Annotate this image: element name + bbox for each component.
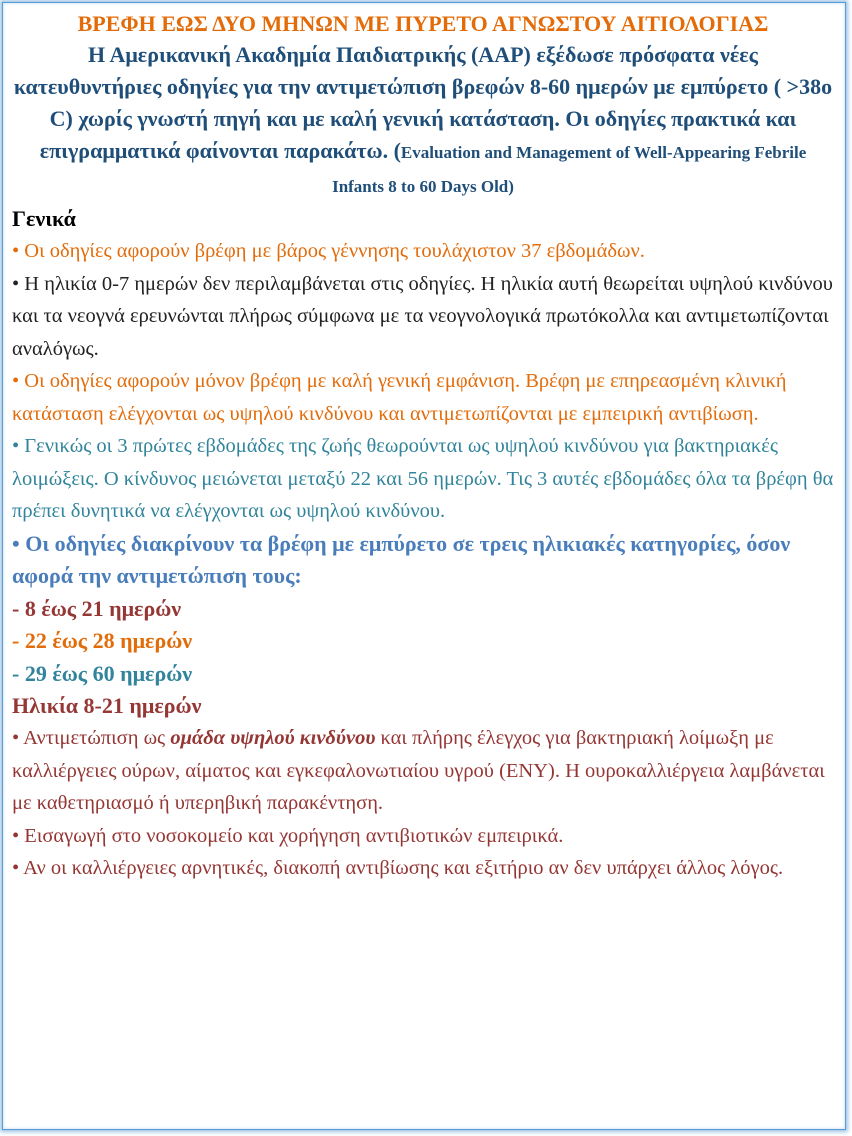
bullet-1-intro: • Αντιμετώπιση ως (12, 727, 171, 749)
general-bullet-1: • Οι οδηγίες αφορούν βρέφη με βάρος γέννησης τουλάχιστον 37 εβδομάδων. (12, 240, 645, 262)
age-category-2: - 22 έως 28 ημερών (12, 628, 193, 653)
intro-english-title: Evaluation and Management of Well-Appearing Febrile Infants 8 to 60 Days Old) (332, 143, 807, 196)
age-category-3: - 29 έως 60 ημερών (12, 660, 193, 686)
general-bullet-3: • Οι οδηγίες αφορούν μόνον βρέφη με καλή γενική εμφάνιση. Βρέφη με επηρεασμένη κλινική κατάσταση ελέγχονται ως υψηλού κινδύνου και αντιμετωπίζονται με εμπειρική αντιβίωση. (12, 370, 787, 425)
general-bullet-5: • Οι οδηγίες διακρίνουν τα βρέφη με εμπύρετο σε τρεις ηλικιακές κατηγορίες, όσον αφορά την αντιμετώπιση τους: (12, 530, 791, 588)
age-8-21-bullet-1 (12, 722, 834, 820)
bullet-1-rest: και πλήρης έλεγχος για βακτηριακή λοίμωξη με καλλιέργειες ούρων, αίματος και εγκεφαλονωτιαίου υγρού (ΕΝΥ). Η ουροκαλλιέργεια λαμβάνεται με καθετηριασμό ή υπερηβική παρακέντηση. (12, 727, 825, 814)
document-title: ΒΡΕΦΗ ΕΩΣ ΔΥΟ ΜΗΝΩΝ ΜΕ ΠΥΡΕΤΟ ΑΓΝΩΣΤΟΥ ΑΙΤΙΟΛΟΓΙΑΣ (77, 11, 769, 36)
high-risk-emphasis: ομάδα υψηλού κινδύνου (170, 727, 376, 749)
general-bullet-4: • Γενικώς οι 3 πρώτες εβδομάδες της ζωής θεωρούνται ως υψηλού κινδύνου για βακτηριακές λοιμώξεις. Ο κίνδυνος μειώνεται μεταξύ 22 και 56 ημερών. Τις 3 αυτές εβδομάδες όλα τα βρέφη θα πρέπει δυνητικά να ελέγχονται ως υψηλού κινδύνου. (12, 435, 834, 522)
document-content (12, 8, 834, 885)
section-heading-age-8-21: Ηλικία 8-21 ημερών (12, 693, 202, 718)
age-category-1: - 8 έως 21 ημερών (12, 595, 182, 621)
intro-text: Η Αμερικανική Ακαδημία Παιδιατρικής (ΑΑΡ) εξέδωσε πρόσφατα νέες κατευθυντήριες οδηγίες για την αντιμετώπιση βρεφών 8-60 ημερών με εμπύρετο ( >38o C) χωρίς γνωστή πηγή και με καλή γενική κατάσταση. Οι οδηγίες πρακτικά και επιγραμματικά φαίνονται παρακάτω. ( (13, 42, 833, 163)
intro-paragraph (12, 39, 834, 203)
section-heading-general: Γενικά (12, 206, 76, 231)
age-8-21-bullet-2: • Εισαγωγή στο νοσοκομείο και χορήγηση αντιβιοτικών εμπειρικά. (12, 824, 564, 847)
age-8-21-bullet-3: • Αν οι καλλιέργειες αρνητικές, διακοπή αντιβίωσης και εξιτήριο αν δεν υπάρχει άλλος λόγος. (12, 857, 784, 879)
general-bullet-2: • Η ηλικία 0-7 ημερών δεν περιλαμβάνεται στις οδηγίες. Η ηλικία αυτή θεωρείται υψηλού κινδύνου και τα νεογνά ερευνώνται πλήρως σύμφωνα με τα νεογνολογικά πρωτόκολλα και αντιμετωπίζονται αναλόγως. (12, 272, 833, 360)
